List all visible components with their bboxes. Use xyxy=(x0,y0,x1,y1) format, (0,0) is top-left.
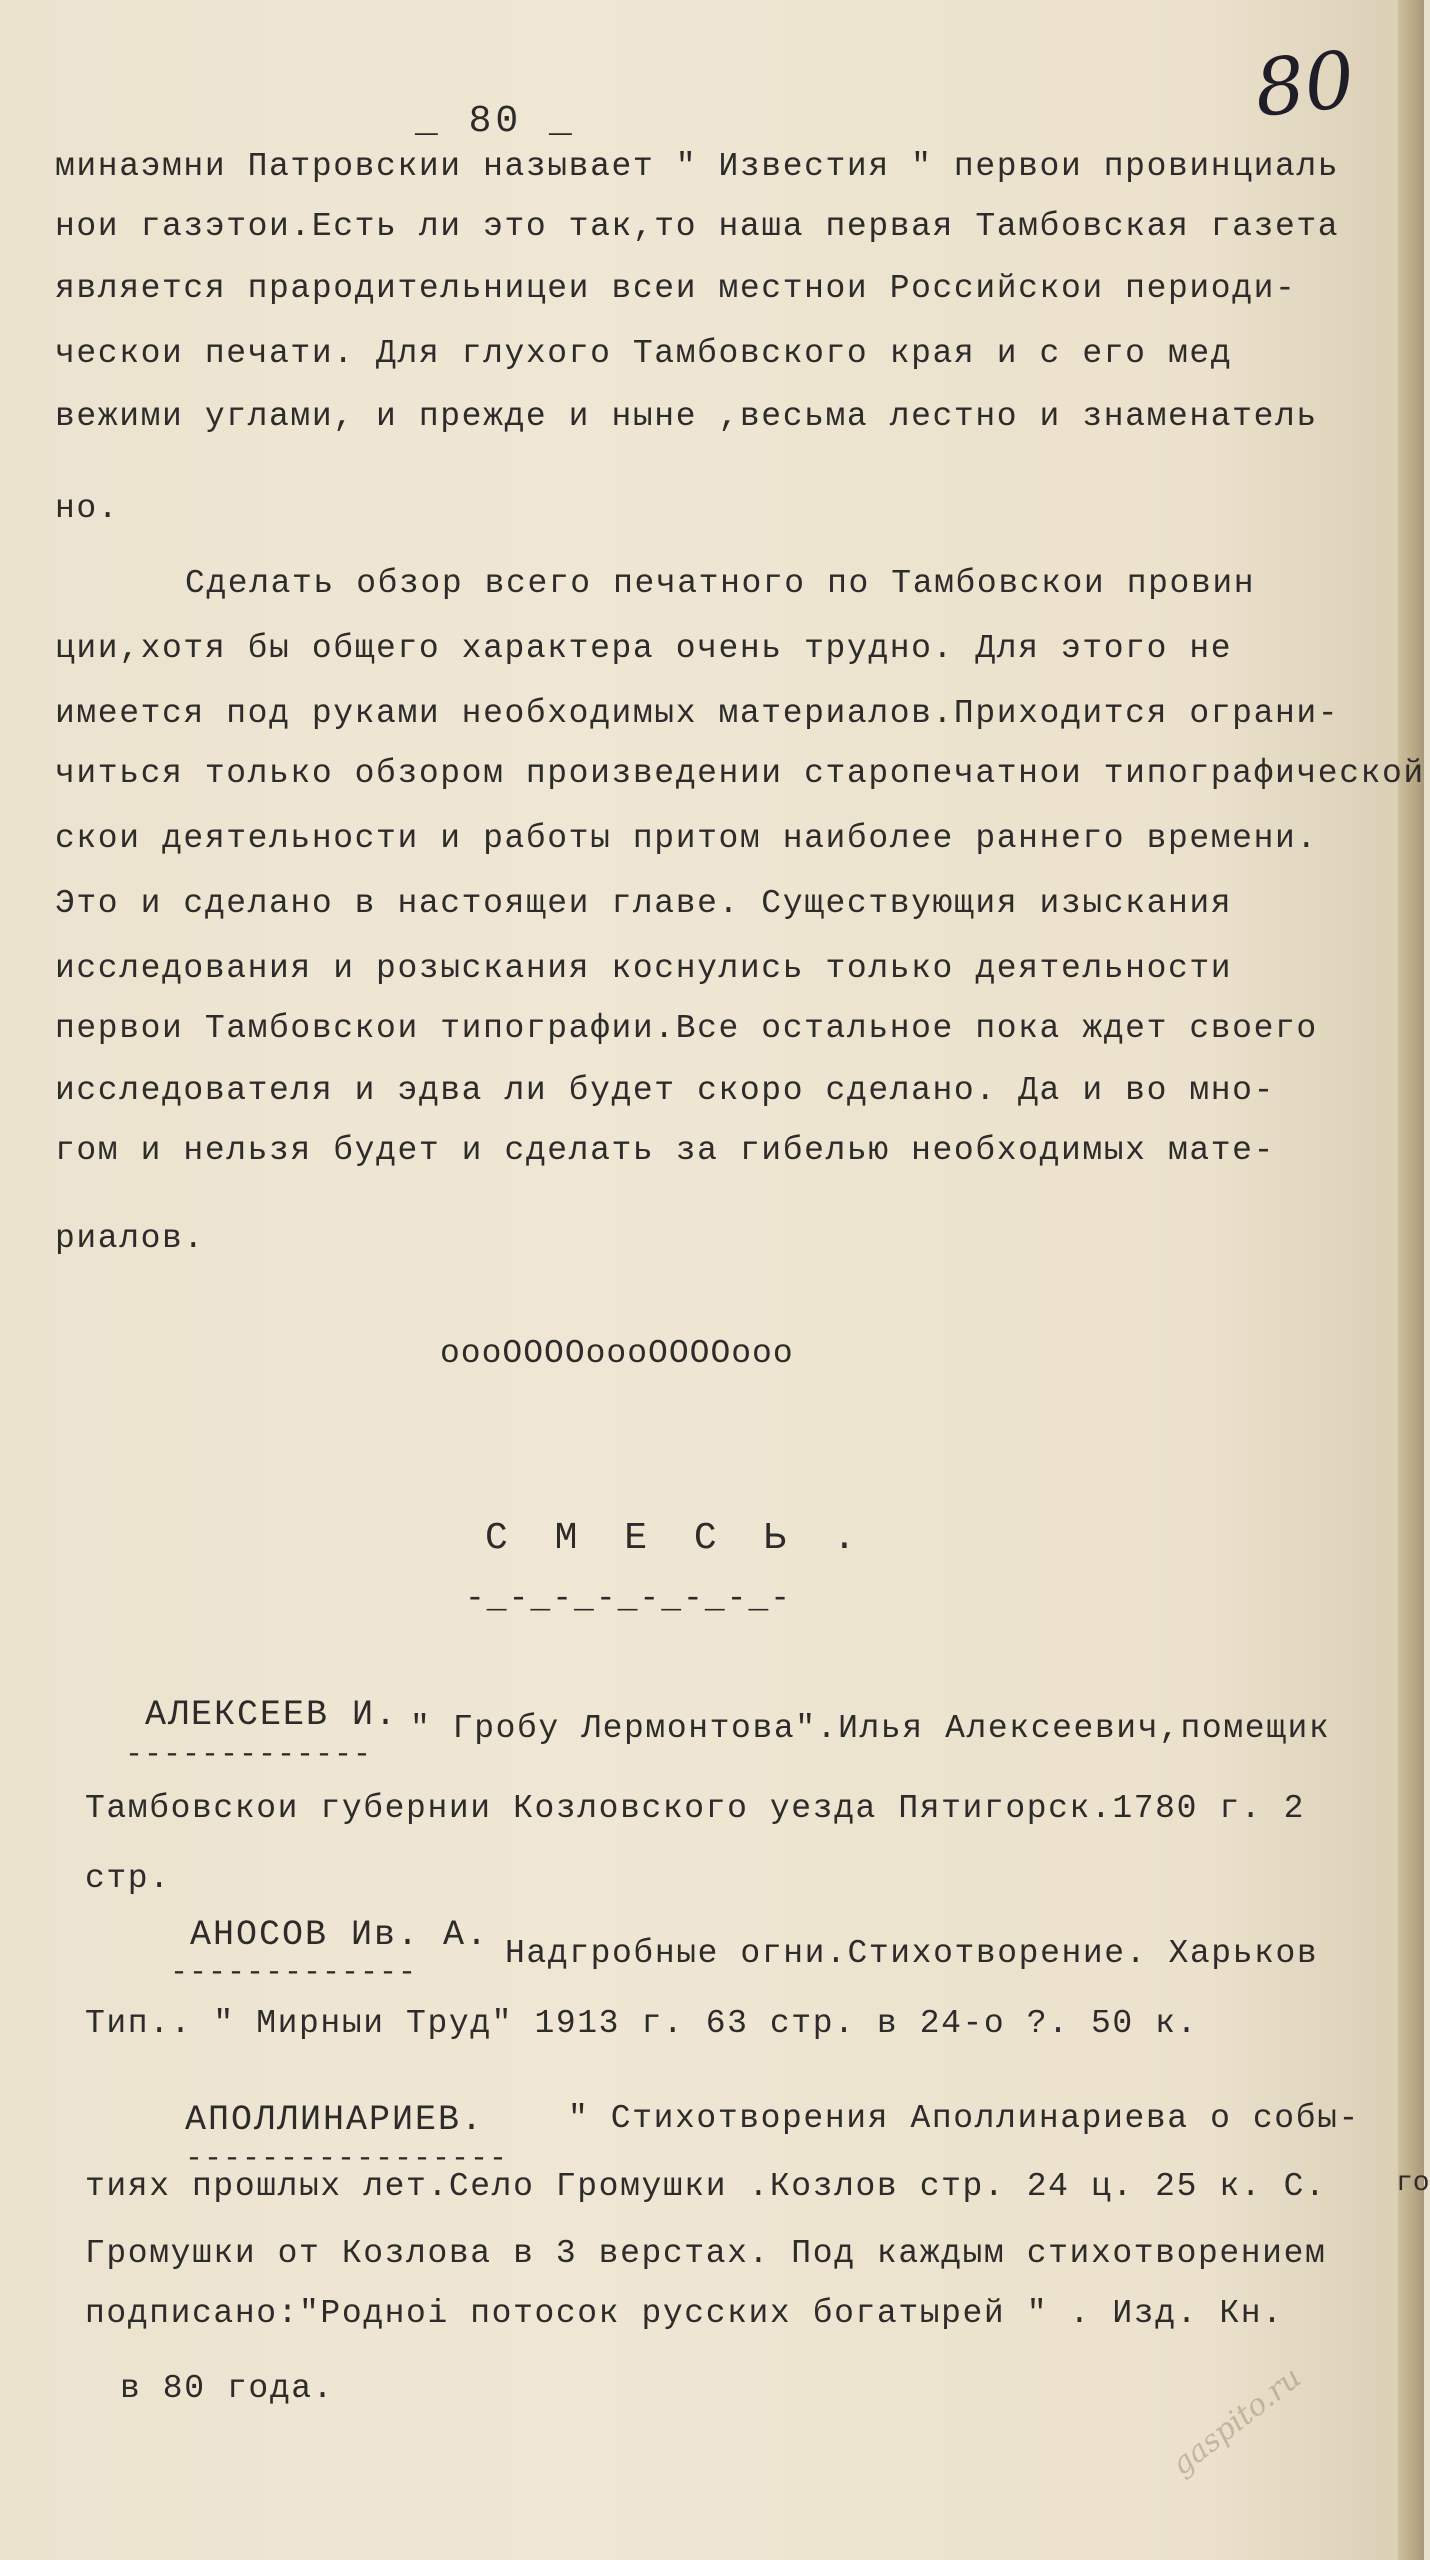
entry-author: АПОЛЛИНАРИЕВ. xyxy=(185,2100,485,2140)
body-line: первои Тамбовскои типографии.Все остальное пока ждет своего xyxy=(55,1010,1318,1047)
margin-overflow-text: го xyxy=(1396,2168,1430,2199)
body-line: ции,хотя бы общего характера очень трудно. Для этого не xyxy=(55,630,1233,667)
section-heading-underline: -_-_-_-_-_-_-_- xyxy=(465,1580,793,1617)
page-number: _ 80 _ xyxy=(415,100,576,143)
body-line: гом и нельзя будет и сделать за гибелью необходимых мате- xyxy=(55,1132,1275,1169)
body-line: но. xyxy=(55,490,120,527)
entry-line: в 80 года. xyxy=(120,2370,335,2407)
entry-line: Тамбовскои губернии Козловского уезда Пятигорск.1780 г. 2 xyxy=(85,1790,1305,1827)
body-line: имеется под руками необходимых материалов.Приходится ограни- xyxy=(55,695,1340,732)
entry-line: Тип.. " Мирныи Труд" 1913 г. 63 стр. в 24-о ?. 50 к. xyxy=(85,2005,1198,2042)
body-line: нои газэтои.Есть ли это так,то наша первая Тамбовская газета xyxy=(55,208,1340,245)
entry-author-underline: ----------------- xyxy=(185,2142,509,2176)
body-line: Это и сделано в настоящеи главе. Существующия изыскания xyxy=(55,885,1233,922)
entry-line: " Стихотворения Аполлинариева о собы- xyxy=(568,2100,1360,2137)
body-line: является прародительницеи всеи местнои Российскои периоди- xyxy=(55,270,1297,307)
body-line: риалов. xyxy=(55,1220,205,1257)
entry-author: АЛЕКСЕЕВ И. xyxy=(145,1695,399,1735)
body-line: скои деятельности и работы притом наиболее раннего времени. xyxy=(55,820,1318,857)
body-line: Сделать обзор всего печатного по Тамбовскои провин xyxy=(185,565,1256,602)
entry-author-underline: ------------- xyxy=(170,1956,418,1990)
body-line: ческои печати. Для глухого Тамбовского края и с его мед xyxy=(55,335,1233,372)
entry-line: подписано:"Родноi потосок русских богатырей " . Изд. Кн. xyxy=(85,2295,1284,2332)
body-line: читься только обзором произведении старопечатнои типографической xyxy=(55,755,1425,792)
body-line: исследователя и эдва ли будет скоро сделано. Да и во мно- xyxy=(55,1072,1275,1109)
ornamental-divider: оооOOOOоооOOOOооо xyxy=(440,1335,794,1372)
entry-line: тиях прошлых лет.Село Громушки .Козлов стр. 24 ц. 25 к. С. xyxy=(85,2168,1327,2205)
entry-line: Громушки от Козлова в 3 верстах. Под каждым стихотворением xyxy=(85,2235,1327,2272)
entry-author: АНОСОВ Ив. А. xyxy=(190,1915,490,1955)
watermark: gaspito.ru xyxy=(1165,2360,1308,2483)
entry-line: Надгробные огни.Стихотворение. Харьков xyxy=(505,1935,1319,1972)
body-line: исследования и розыскания коснулись только деятельности xyxy=(55,950,1233,987)
entry-line: " Гробу Лермонтова".Илья Алексеевич,помещик xyxy=(410,1710,1331,1747)
entry-line: стр. xyxy=(85,1860,171,1897)
handwritten-folio-number: 80 xyxy=(1250,35,1359,135)
entry-author-underline: ------------- xyxy=(125,1738,373,1772)
body-line: минаэмни Патровскии называет " Известия " первои провинциаль xyxy=(55,148,1340,185)
body-line: вежими углами, и прежде и ныне ,весьма лестно и знаменатель xyxy=(55,398,1318,435)
section-heading: С М Е С Ь . xyxy=(485,1517,868,1560)
